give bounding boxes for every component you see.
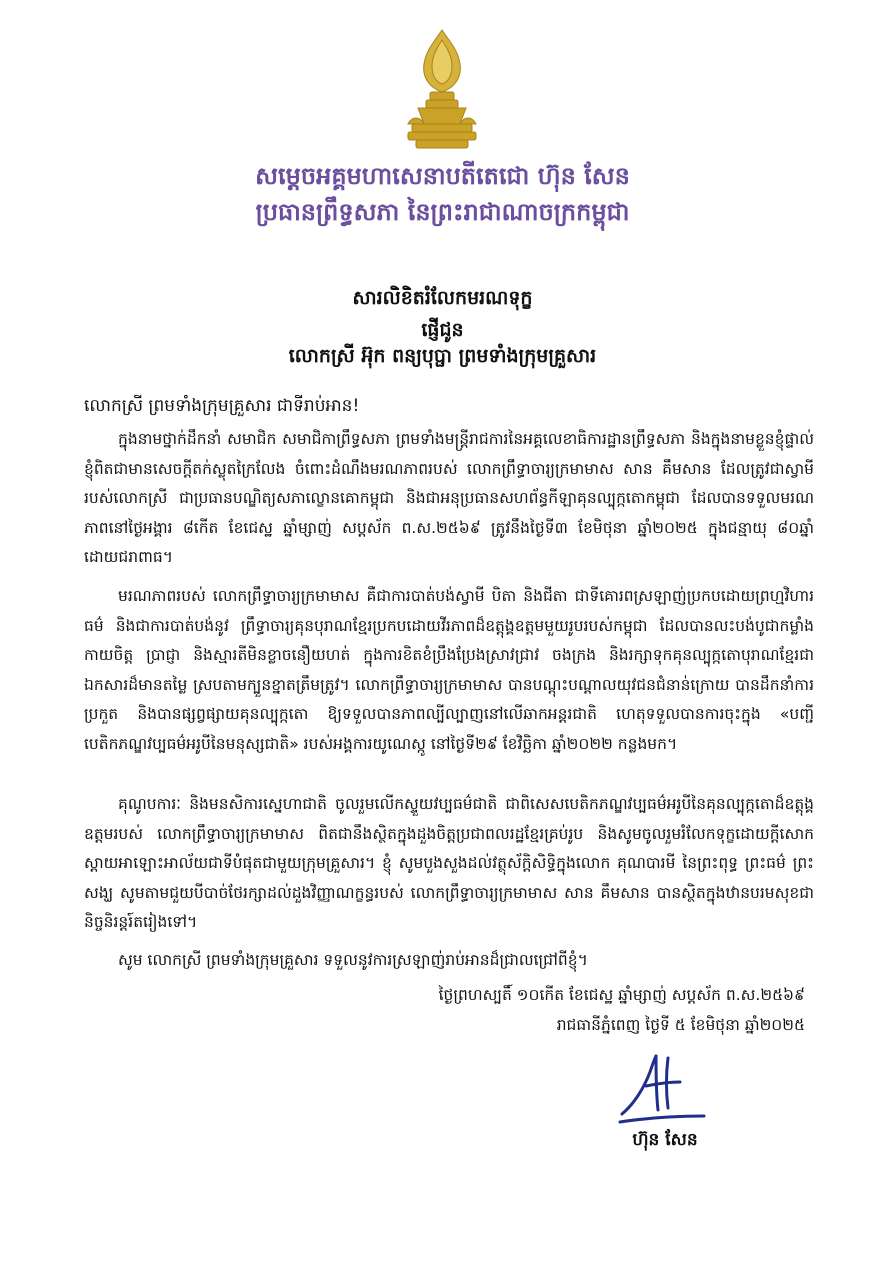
- letter-subtitle: ផ្ញើជូន: [421, 319, 464, 341]
- signature-icon: [616, 1052, 708, 1128]
- solar-date: រាជធានីភ្នំពេញ ថ្ងៃទី ៥ ខែមិថុនា ឆ្នាំ២០២៥: [556, 1016, 805, 1034]
- sender-name: សម្ដេចអគ្គមហាសេនាបតីតេជោ ហ៊ុន សែន: [255, 161, 630, 190]
- paragraph-3: គុណូបការៈ និងមនសិការស្នេហាជាតិ ចូលរួមលើកស្ទួយវប្បធម៌ជាតិ ជាពិសេសបេតិកភណ្ឌវប្បធម៌អរូបីនៃគុនល្បុក្កតោដ៏ឧត្តុង្គឧត្តមរបស់ លោកព្រឹទ្ធាចារ្យក្រមាមាស ពិតជានឹងស្ថិតក្នុងដួងចិត្តប្រជាពលរដ្ឋខ្មែរគ្រប់រូប និងសូមចូលរួមរំលែកទុក្ខដោយក្តីសោកស្តាយអាឡោះអាល័យជាទីបំផុតជាមួយក្រុមគ្រួសារ។ ខ្ញុំ សូមបួងសួងដល់វត្ថុស័ក្តិសិទ្ធិក្នុងលោក គុណបារមី នៃព្រះពុទ្ធ ព្រះធម៌ ព្រះសង្ឃ សូមតាមជួយបីបាច់ថែរក្សាដល់ដួងវិញ្ញាណក្ខន្ធរបស់ លោកព្រឹទ្ធាចារ្យក្រមាមាស សាន គឹមសាន បានស្ថិតក្នុងឋានបរមសុខជានិច្ចនិរន្តរ៍តរៀងទៅ។: [84, 795, 814, 931]
- salutation: លោកស្រី ព្រមទាំងក្រុមគ្រួសារ ជាទីរាប់អាន!: [84, 396, 360, 416]
- lunar-date: ថ្ងៃព្រហស្បតិ៍ ១០កើត ខែជេស្ឋ ឆ្នាំម្សាញ់ សប្តស័ក ព.ស.២៥៦៩: [438, 986, 805, 1004]
- recipient-line: លោកស្រី អ៊ុក ពន្យបុប្ផា ព្រមទាំងក្រុមគ្រួសារ: [288, 345, 597, 367]
- closing-paragraph: សូម លោកស្រី ព្រមទាំងក្រុមគ្រួសារ ទទួលនូវការស្រឡាញ់រាប់អានដ៏ជ្រាលជ្រៅពីខ្ញុំ។: [118, 951, 588, 969]
- signer-name: ហ៊ុន សែន: [632, 1130, 698, 1150]
- paragraph-2: មរណភាពរបស់ លោកព្រឹទ្ធាចារ្យក្រមាមាស គឺជាការបាត់បង់ស្វាមី បិតា និងជីតា ជាទីគោរពស្រឡាញ់ប្រកបដោយព្រហ្មវិហារធម៌ និងជាការបាត់បង់នូវ ព្រឹទ្ធាចារ្យគុនបុរាណខ្មែរប្រកបដោយវីរភាពដ៏ឧត្តុង្គឧត្តមមួយរូបរបស់កម្ពុជា ដែលបានលះបង់បូជាកម្លាំងកាយចិត្ត ប្រាជ្ញា និងស្មារតីមិនខ្លាចនឿយហត់ ក្នុងការខិតខំប្រឹងប្រែងស្រាវជ្រាវ ចងក្រង និងរក្សាទុកគុនល្បុក្កតោបុរាណខ្មែរជាឯកសារដ៏មានតម្លៃ ស្របតាមក្បួនខ្នាតត្រឹមត្រូវ។ លោកព្រឹទ្ធាចារ្យក្រមាមាស បានបណ្តុះបណ្តាលយុវជនជំនាន់ក្រោយ បានដឹកនាំការប្រកួត និងបានផ្សព្វផ្សាយគុនល្បុក្កតោ ឱ្យទទួលបានភាពល្បីល្បាញនៅលើឆាកអន្តរជាតិ ហេតុទទួលបានការចុះក្នុង «បញ្ជីបេតិកភណ្ឌវប្បធម៌អរូបីនៃមនុស្សជាតិ» របស់អង្គការយូណេស្កូ នៅថ្ងៃទី២៩ ខែវិច្ឆិកា ឆ្នាំ២០២២ កន្លងមក។: [84, 587, 814, 753]
- paragraph-1: ក្នុងនាមថ្នាក់ដឹកនាំ សមាជិក សមាជិកាព្រឹទ្ធសភា ព្រមទាំងមន្ត្រីរាជការនៃអគ្គលេខាធិការដ្ឋានព្រឹទ្ធសភា និងក្នុងនាមខ្លួនខ្ញុំផ្ទាល់ ខ្ញុំពិតជាមានសេចក្តីតក់ស្លុតក្រៃលែង ចំពោះដំណឹងមរណភាពរបស់ លោកព្រឹទ្ធាចារ្យក្រមាមាស សាន គឹមសាន ដែលត្រូវជាស្វាមីរបស់លោកស្រី ជាប្រធានបណ្ឌិត្យសភាល្ខោនគោកម្ពុជា និងជាអនុប្រធានសហព័ន្ធកីឡាគុនល្បុក្កតោកម្ពុជា ដែលបានទទួលមរណភាពនៅថ្ងៃអង្គារ ៨កើត ខែជេស្ឋ ឆ្នាំម្សាញ់ សប្តស័ក ព.ស.២៥៦៩ ត្រូវនឹងថ្ងៃទី៣ ខែមិថុនា ឆ្នាំ២០២៥ ក្នុងជន្មាយុ ៨០ឆ្នាំ ដោយជរាពាធ។: [84, 430, 814, 566]
- letter-title: សារលិខិតរំលែកមរណទុក្ខ: [352, 287, 533, 309]
- sender-title: ប្រធានព្រឹទ្ធសភា នៃព្រះរាជាណាចក្រកម្ពុជា: [255, 197, 630, 226]
- senate-emblem-icon: [404, 28, 480, 150]
